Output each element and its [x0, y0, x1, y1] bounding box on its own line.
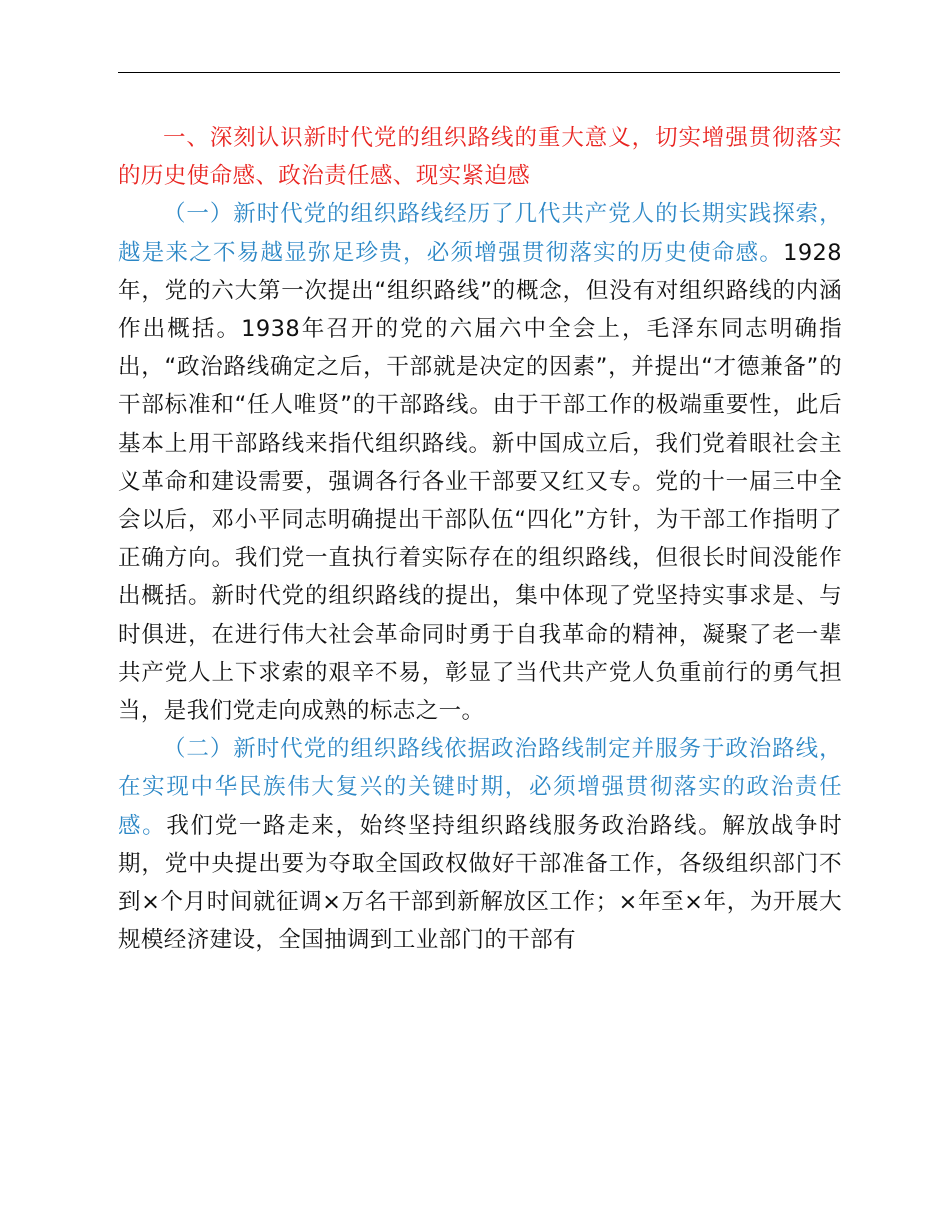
subheading-1: （一）新时代党的组织路线经历了几代共产党人的长期实践探索，越是来之不易越显弥足珍贵，必须增强贯彻落实的历史使命感。 — [118, 201, 842, 266]
paragraph-2-text: 我们党一路走来，始终坚持组织路线服务政治路线。解放战争时期，党中央提出要为夺取全国政权做好干部准备工作，各级组织部门不到×个月时间就征调×万名干部到新解放区工作；×年至×年，为开展大规模经济建设，全国抽调到工业部门的干部有 — [118, 812, 842, 954]
section-heading: 一、深刻认识新时代党的组织路线的重大意义，切实增强贯彻落实的历史使命感、政治责任感、现实紧迫感 — [118, 125, 842, 190]
paragraph-1-text: 1928年，党的六大第一次提出“组织路线”的概念，但没有对组织路线的内涵作出概括。1938年召开的党的六届六中全会上，毛泽东同志明确指出，“政治路线确定之后，干部就是决定的因素”，并提出“才德兼备”的干部标准和“任人唯贤”的干部路线。由于干部工作的极端重要性，此后基本上用干部路线来指代组织路线。新中国成立后，我们党着眼社会主义革命和建设需要，强调各行各业干部要又红又专。党的十一届三中全会以后，邓小平同志明确提出干部队伍“四化”方针，为干部工作指明了正确方向。我们党一直执行着实际存在的组织路线，但很长时间没能作出概括。新时代党的组织路线的提出，集中体现了党坚持实事求是、与时俱进，在进行伟大社会革命同时勇于自我革命的精神，凝聚了老一辈共产党人上下求索的艰辛不易，彰显了当代共产党人负重前行的勇气担当，是我们党走向成熟的标志之一。 — [118, 239, 842, 725]
paragraph-2 — [118, 730, 842, 959]
document-body — [118, 119, 842, 959]
paragraph-1 — [118, 195, 842, 730]
header-rule — [118, 72, 840, 73]
subheading-2: （二）新时代党的组织路线依据政治路线制定并服务于政治路线，在实现中华民族伟大复兴的关键时期，必须增强贯彻落实的政治责任感。 — [118, 736, 842, 839]
